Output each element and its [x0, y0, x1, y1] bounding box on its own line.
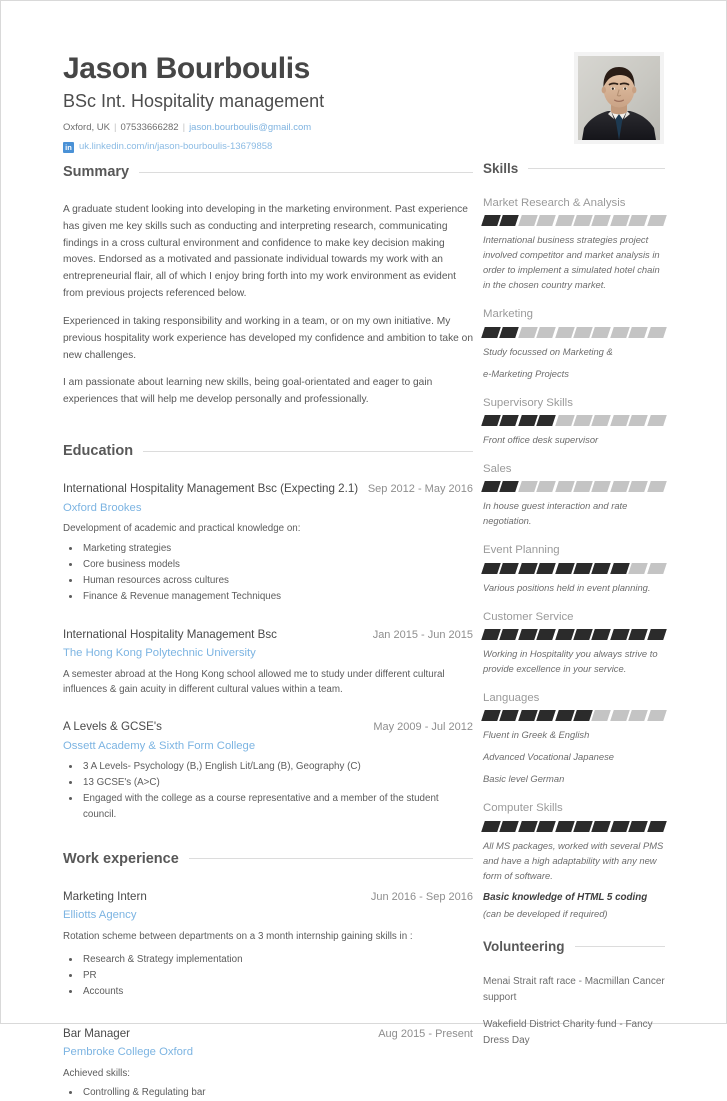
skill-segment	[518, 481, 538, 492]
education-entry	[63, 627, 473, 697]
entry-title: A Levels & GCSE's	[63, 720, 162, 734]
heading-rule	[139, 172, 473, 173]
skill-segment	[610, 710, 630, 721]
skill-segment	[555, 821, 575, 832]
skills-list	[483, 196, 665, 921]
entry-organization[interactable]: Oxford Brookes	[63, 501, 142, 514]
skill-segment	[610, 327, 630, 338]
entry-organization[interactable]: Elliotts Agency	[63, 909, 137, 922]
entry-title: Marketing Intern	[63, 889, 147, 903]
skill-segment	[647, 563, 667, 574]
list-item: • Accounts	[81, 984, 473, 1000]
skill-segment	[573, 415, 593, 426]
skill-item	[483, 691, 665, 786]
skill-segment	[647, 629, 667, 640]
skill-segment	[518, 327, 538, 338]
entry-date: May 2009 - Jul 2012	[373, 721, 473, 734]
skill-note: International business strategies project involved competitor and market analysis in order to implement a simulated hotel chain in the chosen country market.	[483, 234, 660, 291]
entry-bullet-list	[63, 759, 473, 822]
skill-rating-bar	[483, 710, 665, 721]
skill-item	[483, 543, 665, 594]
list-item: • Engaged with the college as a course representative and a member of the student council.	[81, 791, 473, 823]
skill-note: Fluent in Greek & English	[483, 729, 590, 741]
contact-separator-2: |	[182, 122, 186, 134]
skill-segment	[647, 821, 667, 832]
summary-heading-text: Summary	[63, 164, 130, 180]
skill-highlight-note: Basic knowledge of HTML 5 coding	[483, 891, 648, 903]
section-heading-volunteering	[483, 939, 665, 954]
entry-description: Rotation scheme between departments on a 3 month internship gaining skills in :	[63, 930, 413, 942]
sidebar-column	[483, 161, 665, 1060]
skill-rating-bar	[483, 481, 665, 492]
list-item: • Finance & Revenue management Techniques	[81, 589, 473, 605]
skill-rating-bar	[483, 215, 665, 226]
skill-segment	[610, 415, 630, 426]
skill-label: Customer Service	[483, 610, 574, 623]
skill-rating-bar	[483, 563, 665, 574]
skill-segment	[500, 629, 520, 640]
education-heading-text: Education	[63, 443, 134, 460]
skill-segment	[628, 415, 648, 426]
skill-label: Supervisory Skills	[483, 396, 573, 409]
heading-rule	[575, 946, 665, 947]
skill-label: Marketing	[483, 308, 534, 321]
skill-segment	[592, 481, 612, 492]
skill-item	[483, 801, 665, 920]
skill-segment	[500, 821, 520, 832]
entry-date: Jun 2016 - Sep 2016	[370, 890, 473, 903]
skill-segment	[628, 481, 648, 492]
skill-segment	[573, 215, 593, 226]
education-entry	[63, 481, 473, 605]
skill-segment	[518, 629, 538, 640]
entry-bullet-list	[63, 1085, 473, 1101]
skill-rating-bar	[483, 327, 665, 338]
main-column	[63, 164, 473, 1101]
skill-segment	[518, 563, 538, 574]
entry-date: Aug 2015 - Present	[378, 1027, 473, 1040]
skill-segment	[647, 481, 667, 492]
section-heading-education	[63, 443, 473, 459]
skill-segment	[592, 415, 612, 426]
entry-description: Development of academic and practical knowledge on:	[63, 523, 301, 535]
skill-note: Basic level German	[483, 773, 565, 785]
skill-note: Various positions held in event planning.	[483, 581, 651, 593]
skill-segment	[536, 327, 556, 338]
skill-segment	[481, 710, 501, 721]
entry-date: Sep 2012 - May 2016	[367, 483, 473, 496]
skill-segment	[610, 821, 630, 832]
skill-segment	[481, 629, 501, 640]
candidate-name: Jason Bourboulis	[63, 52, 310, 85]
entry-title: International Hospitality Management Bsc (Expecting 2.1)	[63, 482, 359, 496]
volunteering-list	[483, 974, 665, 1049]
work-entry	[63, 889, 473, 1000]
skill-segment	[481, 215, 501, 226]
entry-bullet-list	[63, 952, 473, 1000]
skill-segment	[573, 821, 593, 832]
candidate-subtitle: BSc Int. Hospitality management	[63, 91, 325, 112]
contact-line	[63, 121, 558, 135]
skill-item	[483, 462, 665, 528]
skill-segment	[536, 415, 556, 426]
skill-segment	[500, 415, 520, 426]
heading-rule	[143, 451, 473, 452]
work-entry	[63, 1026, 473, 1101]
skill-segment	[555, 710, 575, 721]
skill-segment	[500, 327, 520, 338]
skills-heading-text: Skills	[483, 161, 519, 176]
skill-segment	[647, 327, 667, 338]
skill-segment	[592, 710, 612, 721]
skill-label: Event Planning	[483, 544, 560, 557]
skill-segment	[481, 481, 501, 492]
entry-description: Achieved skills:	[63, 1067, 130, 1079]
entry-title: Bar Manager	[63, 1026, 131, 1040]
skill-segment	[555, 481, 575, 492]
skill-item	[483, 196, 665, 292]
section-heading-summary	[63, 164, 473, 180]
skill-segment	[647, 710, 667, 721]
list-item: • Research & Strategy implementation	[81, 952, 473, 968]
skill-item	[483, 307, 665, 380]
skill-segment	[628, 710, 648, 721]
skill-segment	[536, 710, 556, 721]
skill-segment	[518, 415, 538, 426]
resume-header	[63, 53, 558, 155]
education-entry	[63, 719, 473, 823]
skill-segment	[592, 563, 612, 574]
skill-segment	[536, 215, 556, 226]
skill-segment	[573, 629, 593, 640]
skill-segment	[500, 563, 520, 574]
contact-email[interactable]: jason.bourboulis@gmail.com	[189, 122, 312, 134]
summary-body	[63, 202, 473, 409]
heading-rule	[189, 858, 473, 859]
candidate-photo-frame	[574, 52, 664, 144]
list-item: • Core business models	[81, 557, 473, 573]
linkedin-line[interactable]	[63, 140, 558, 154]
skill-segment	[628, 563, 648, 574]
skill-segment	[518, 215, 538, 226]
skill-segment	[536, 629, 556, 640]
skill-segment	[592, 215, 612, 226]
skill-note: Front office desk supervisor	[483, 434, 599, 446]
skill-segment	[610, 629, 630, 640]
skill-segment	[500, 481, 520, 492]
skill-segment	[518, 821, 538, 832]
heading-rule	[528, 168, 665, 169]
skill-segment	[481, 415, 501, 426]
list-item: • 3 A Levels- Psychology (B,) English Lit/Lang (B), Geography (C)	[81, 759, 473, 775]
skill-label: Computer Skills	[483, 802, 563, 815]
skill-segment	[518, 710, 538, 721]
skill-segment	[628, 821, 648, 832]
work-heading-text: Work experience	[63, 850, 179, 867]
skill-segment	[536, 821, 556, 832]
skill-rating-bar	[483, 415, 665, 426]
skill-segment	[500, 710, 520, 721]
skill-segment	[555, 215, 575, 226]
skill-segment	[573, 563, 593, 574]
linkedin-icon: in	[63, 142, 74, 153]
skill-label: Sales	[483, 463, 512, 476]
entry-date: Jan 2015 - Jun 2015	[372, 628, 473, 641]
contact-location: Oxford, UK	[63, 122, 110, 134]
skill-segment	[610, 481, 630, 492]
skill-label: Market Research & Analysis	[483, 197, 626, 209]
list-item: • Marketing strategies	[81, 541, 473, 557]
entry-organization[interactable]: Pembroke College Oxford	[63, 1045, 193, 1058]
summary-paragraph: A graduate student looking into developing in the marketing environment. Past experience has given me key skills such as conducting and interpreting research, communicating findings in a cross cultural environment and confidence to make key decision making moves. Endorsed as a motivated and passionate individual towards my work with an entrepreneurial flair, all of which I enjoy bring forth into my work environment as evident from previous projects referenced below.	[63, 204, 468, 300]
skill-segment	[592, 629, 612, 640]
list-item: • Human resources across cultures	[81, 573, 473, 589]
skill-note: Advanced Vocational Japanese	[483, 751, 614, 763]
skill-note: e-Marketing Projects	[483, 367, 569, 379]
skill-segment	[573, 327, 593, 338]
linkedin-url[interactable]: uk.linkedin.com/in/jason-bourboulis-13679858	[79, 141, 273, 153]
list-item: Menai Strait raft race - Macmillan Cancer support	[483, 975, 665, 1003]
list-item: Wakefield District Charity fund - Fancy Dress Day	[483, 1018, 653, 1046]
skill-sub-note: (can be developed if required)	[483, 907, 608, 919]
skill-note: In house guest interaction and rate negotiation.	[483, 500, 628, 527]
skill-rating-bar	[483, 629, 665, 640]
section-heading-work-experience	[63, 851, 473, 867]
list-item: • 13 GCSE's (A>C)	[81, 775, 473, 791]
skill-segment	[592, 821, 612, 832]
skill-item	[483, 396, 665, 447]
skill-item	[483, 610, 665, 676]
skill-segment	[573, 710, 593, 721]
skill-rating-bar	[483, 821, 665, 832]
contact-separator-1: |	[114, 122, 117, 134]
skill-note: All MS packages, worked with several PMS and have a high adaptability with any new form of software.	[483, 839, 664, 881]
skill-segment	[536, 563, 556, 574]
entry-description: A semester abroad at the Hong Kong school allowed me to study under different cultural influences & gain acuity in different cultural values within a team.	[63, 668, 445, 696]
skill-segment	[555, 327, 575, 338]
skill-segment	[481, 563, 501, 574]
skill-note: Study focussed on Marketing &	[483, 345, 613, 357]
skill-segment	[647, 215, 667, 226]
list-item: • PR	[81, 968, 473, 984]
candidate-photo	[578, 56, 660, 140]
skill-segment	[592, 327, 612, 338]
entry-title: International Hospitality Management Bsc	[63, 627, 277, 641]
skill-segment	[628, 327, 648, 338]
skill-segment	[628, 215, 648, 226]
skill-segment	[555, 563, 575, 574]
volunteering-heading-text: Volunteering	[483, 938, 565, 954]
skill-segment	[555, 415, 575, 426]
skill-segment	[481, 327, 501, 338]
skill-segment	[481, 821, 501, 832]
entry-organization[interactable]: Ossett Academy & Sixth Form College	[63, 739, 256, 752]
skill-segment	[500, 215, 520, 226]
skill-note: Working in Hospitality you always strive to provide excellence in your service.	[483, 647, 658, 675]
skill-label: Languages	[483, 692, 540, 705]
list-item: • Controlling & Regulating bar	[81, 1085, 473, 1101]
summary-paragraph: Experienced in taking responsibility and working in a team, or on my own initiative. My previous hospitality work experience has developed my confidence and ambition to take on new challenges.	[63, 315, 474, 361]
skill-segment	[610, 563, 630, 574]
entry-bullet-list	[63, 541, 473, 604]
skill-segment	[647, 415, 667, 426]
skill-segment	[555, 629, 575, 640]
skill-segment	[610, 215, 630, 226]
summary-paragraph: I am passionate about learning new skills, being goal-orientated and eager to gain experiences that will help me develop personally and professionally.	[63, 377, 433, 406]
entry-organization[interactable]: The Hong Kong Polytechnic University	[63, 647, 256, 660]
skill-segment	[536, 481, 556, 492]
contact-phone[interactable]: 07533666282	[120, 122, 179, 134]
skill-segment	[573, 481, 593, 492]
section-heading-skills	[483, 161, 665, 176]
skill-segment	[628, 629, 648, 640]
